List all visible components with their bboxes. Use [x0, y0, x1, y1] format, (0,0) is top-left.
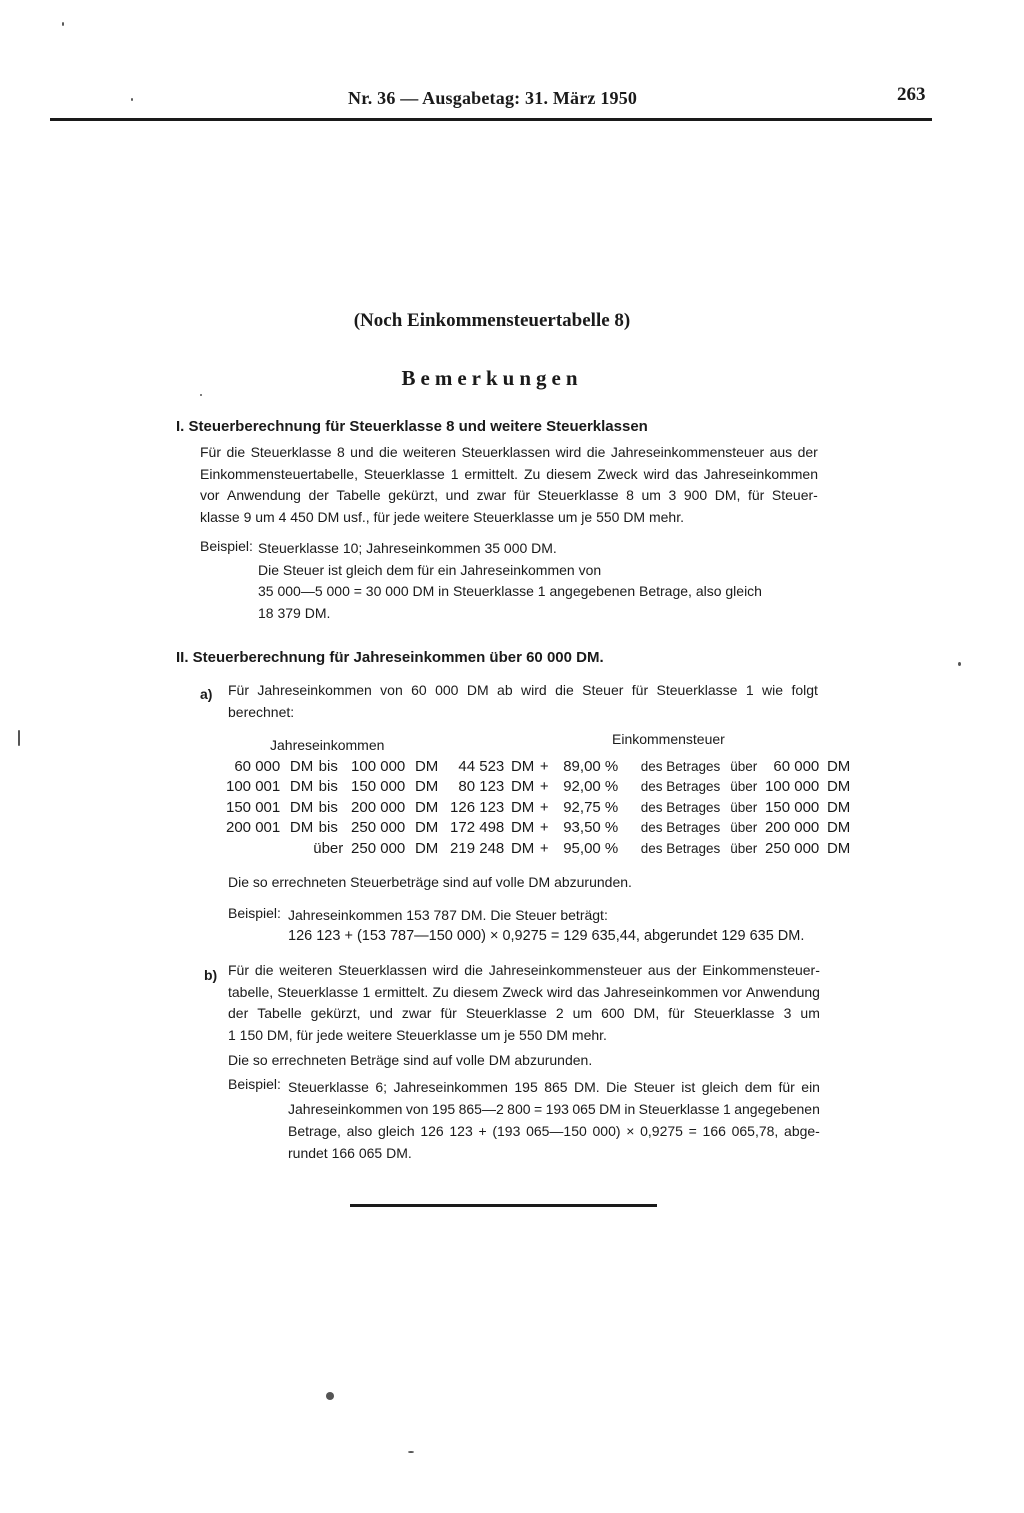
row-threshold: 60 000 — [773, 757, 820, 775]
example-3-line: Betrage, also gleich 126 123 + (193 065—150 000) × 0,9275 = 166 065,78, abge- — [288, 1123, 820, 1139]
column-header-income: Jahreseinkommen — [270, 737, 385, 753]
row-plus-sign: + — [539, 757, 549, 775]
example-3-line: rundet 166 065 DM. — [288, 1145, 412, 1161]
tax-table-row — [226, 756, 850, 777]
section-1-line: Für die Steuerklasse 8 und die weiteren Steuerklassen wird die Jahreseinkommensteuer aus der — [200, 444, 818, 460]
row-of-amount: des Betrages — [640, 820, 721, 836]
scan-speck — [131, 98, 133, 101]
row-of-amount: des Betrages — [640, 779, 721, 795]
example-2-line: Jahreseinkommen 153 787 DM. Die Steuer beträgt: — [288, 907, 608, 923]
row-from-amount: 200 001 — [226, 819, 281, 837]
row-rate: 92,00 % — [563, 778, 619, 796]
row-currency: DM — [826, 819, 851, 837]
part-b-line: tabelle, Steuerklasse 1 ermittelt. Zu diesem Zweck wird das Jahreseinkommen vor Anwendung — [228, 983, 820, 1000]
part-b-paragraph — [228, 960, 820, 1046]
end-rule — [350, 1204, 657, 1207]
row-rate: 93,50 % — [563, 819, 619, 837]
row-currency: DM — [414, 757, 439, 775]
example-3-label: Beispiel: — [228, 1076, 281, 1092]
example-1-line: Die Steuer ist gleich dem für ein Jahreseinkommen von — [258, 561, 602, 578]
row-from-amount: 100 001 — [226, 778, 281, 796]
row-threshold: 250 000 — [765, 839, 820, 857]
row-range-word: über — [313, 839, 344, 857]
row-from-amount — [226, 838, 280, 859]
header-rule — [50, 118, 932, 121]
row-base-tax: 126 123 — [450, 798, 505, 816]
row-currency — [280, 838, 313, 859]
row-threshold: 150 000 — [765, 798, 820, 816]
row-currency: DM — [289, 798, 314, 816]
example-2-label: Beispiel: — [228, 905, 281, 921]
part-b-marker: b) — [204, 967, 218, 983]
row-base-tax: 172 498 — [450, 819, 505, 837]
part-b-line: 1 150 DM, für jede weitere Steuerklasse um je 550 DM mehr. — [228, 1026, 607, 1043]
scan-speck — [408, 1451, 414, 1453]
row-currency: DM — [414, 839, 439, 857]
part-a-marker: a) — [200, 686, 213, 702]
example-3-line: Jahreseinkommen von 195 865—2 800 = 193 065 DM in Steuerklasse 1 angegebenen — [288, 1101, 820, 1117]
part-a-line: Für Jahreseinkommen von 60 000 DM ab wird die Steuer für Steuerklasse 1 wie folgt — [228, 682, 818, 698]
row-currency: DM — [414, 778, 439, 796]
tax-table-row — [226, 777, 850, 798]
section-heading: Bemerkungen — [401, 366, 583, 390]
row-range-word: bis — [318, 819, 338, 837]
tax-table-row — [226, 838, 850, 859]
row-over-word: über — [730, 820, 758, 836]
scan-speck — [326, 1392, 334, 1400]
row-currency: DM — [510, 798, 535, 816]
page-header-title: Nr. 36 — Ausgabetag: 31. März 1950 — [348, 88, 638, 108]
tax-table — [226, 756, 850, 859]
section-1-paragraph — [200, 442, 818, 528]
row-currency: DM — [414, 798, 439, 816]
row-plus-sign: + — [539, 798, 549, 816]
row-currency: DM — [289, 778, 314, 796]
example-1-line: 18 379 DM. — [258, 604, 331, 621]
example-1-line: Steuerklasse 10; Jahreseinkommen 35 000 DM. — [258, 540, 557, 556]
row-threshold: 200 000 — [765, 819, 820, 837]
row-to-amount: 100 000 — [351, 757, 406, 775]
row-over-word: über — [730, 779, 758, 795]
row-threshold: 100 000 — [765, 778, 820, 796]
tax-table-row — [226, 818, 850, 839]
row-rate: 89,00 % — [563, 757, 619, 775]
row-of-amount: des Betrages — [640, 799, 721, 815]
row-currency: DM — [826, 757, 851, 775]
example-2-calculation: 126 123 + (153 787—150 000) × 0,9275 = 129 635,44, abgerundet 129 635 DM. — [288, 928, 805, 944]
part-b-line: der Tabelle gekürzt, und zwar für Steuerklasse 2 um 600 DM, für Steuerklasse 3 um — [228, 1005, 820, 1021]
row-currency: DM — [826, 778, 851, 796]
part-a-paragraph — [228, 680, 818, 723]
row-currency: DM — [510, 778, 535, 796]
row-over-word: über — [730, 758, 758, 774]
example-2-body — [288, 905, 804, 947]
example-1-line: 35 000—5 000 = 30 000 DM in Steuerklasse 1 angegebenen Betrage, also gleich — [258, 583, 762, 599]
part-a-rounding-note: Die so errechneten Steuerbeträge sind auf volle DM abzurunden. — [228, 874, 632, 890]
row-rate: 95,00 % — [563, 839, 619, 857]
part-b-line: Für die weiteren Steuerklassen wird die Jahreseinkommensteuer aus der Einkommensteuer- — [228, 962, 820, 978]
scan-speck — [958, 662, 961, 666]
row-currency: DM — [826, 798, 851, 816]
row-currency: DM — [510, 819, 535, 837]
row-rate: 92,75 % — [563, 798, 619, 816]
row-of-amount: des Betrages — [640, 840, 721, 856]
scan-speck — [18, 730, 20, 746]
scan-speck — [62, 22, 64, 26]
row-of-amount: des Betrages — [640, 758, 721, 774]
row-currency: DM — [289, 819, 314, 837]
section-2-heading: II. Steuerberechnung für Jahreseinkommen über 60 000 DM. — [176, 649, 604, 666]
scan-speck — [200, 394, 202, 396]
row-over-word: über — [730, 799, 758, 815]
row-to-amount: 200 000 — [351, 798, 406, 816]
part-b-rounding-note: Die so errechneten Beträge sind auf volle DM abzurunden. — [228, 1052, 593, 1068]
row-currency: DM — [414, 819, 439, 837]
row-base-tax: 219 248 — [450, 839, 505, 857]
row-base-tax: 80 123 — [458, 778, 505, 796]
example-1-label: Beispiel: — [200, 538, 253, 554]
part-a-line: berechnet: — [228, 703, 295, 720]
document-title: (Noch Einkommensteuertabelle 8) — [353, 310, 631, 331]
tax-table-row — [226, 797, 850, 818]
row-range-word: bis — [318, 757, 338, 775]
row-currency: DM — [289, 757, 314, 775]
row-plus-sign: + — [539, 839, 549, 857]
section-1-line: vor Anwendung der Tabelle gekürzt, und zwar für Steuerklasse 8 um 3 900 DM, für Steuer- — [200, 487, 818, 503]
example-1-body — [258, 538, 818, 624]
row-base-tax: 44 523 — [458, 757, 505, 775]
example-3-line: Steuerklasse 6; Jahreseinkommen 195 865 DM. Die Steuer ist gleich dem für ein — [288, 1079, 820, 1095]
row-to-amount: 150 000 — [351, 778, 406, 796]
row-plus-sign: + — [539, 778, 549, 796]
row-currency: DM — [510, 839, 535, 857]
row-range-word: bis — [318, 798, 338, 816]
column-header-tax: Einkommensteuer — [612, 731, 725, 747]
section-1-line: Einkommensteuertabelle, Steuerklasse 1 ermittelt. Zu diesem Zweck wird das Jahreseinkommen — [200, 465, 818, 482]
row-range-word: bis — [318, 778, 338, 796]
example-3-body — [288, 1076, 820, 1164]
row-from-amount: 60 000 — [234, 757, 281, 775]
section-1-heading: I. Steuerberechnung für Steuerklasse 8 und weitere Steuerklassen — [176, 418, 648, 435]
row-currency: DM — [510, 757, 535, 775]
row-to-amount: 250 000 — [351, 819, 406, 837]
row-from-amount: 150 001 — [226, 798, 281, 816]
row-over-word: über — [730, 840, 758, 856]
row-currency: DM — [826, 839, 851, 857]
row-plus-sign: + — [539, 819, 549, 837]
section-1-line: klasse 9 um 4 450 DM usf., für jede weitere Steuerklasse um je 550 DM mehr. — [200, 508, 684, 525]
page-number: 263 — [897, 84, 926, 105]
row-to-amount: 250 000 — [351, 839, 406, 857]
